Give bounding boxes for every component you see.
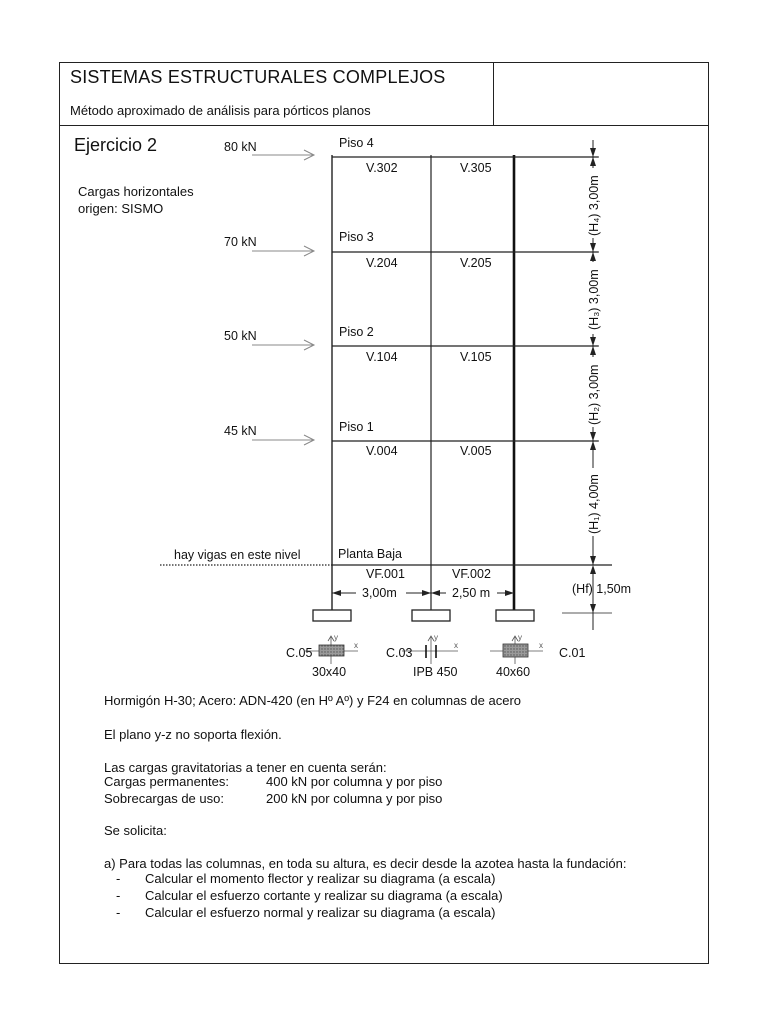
- beam-label-left-3: V.204: [366, 256, 398, 270]
- axis-x-c03: x: [454, 641, 458, 650]
- loads-note-line1: Cargas horizontales: [78, 184, 194, 199]
- beam-label-right-ground: VF.002: [452, 567, 491, 581]
- bullet-item: Calcular el momento flector y realizar su diagrama (a escala): [145, 871, 496, 886]
- load-label-3: 70 kN: [224, 235, 257, 249]
- floor-label-2: Piso 2: [339, 325, 374, 339]
- axis-y-c05: y: [334, 633, 338, 642]
- floor-label-3: Piso 3: [339, 230, 374, 244]
- floor-label-ground: Planta Baja: [338, 547, 402, 561]
- beam-label-right-4: V.305: [460, 161, 492, 175]
- bullet-mark: -: [116, 888, 121, 903]
- height-label-h4: (H₄) 3,00m: [587, 175, 601, 236]
- beam-note: hay vigas en este nivel: [174, 548, 301, 562]
- bullet-item: Calcular el esfuerzo normal y realizar su diagrama (a escala): [145, 905, 496, 920]
- bullet-mark: -: [116, 905, 121, 920]
- document-subtitle: Método aproximado de análisis para pórticos planos: [70, 103, 371, 118]
- hf-label: (Hf) 1,50m: [572, 582, 632, 596]
- column-section-c01: 40x60: [496, 665, 531, 679]
- section-c01: [503, 644, 528, 657]
- beam-label-right-2: V.105: [460, 350, 492, 364]
- span-label-left: 3,00m: [362, 586, 397, 600]
- beam-label-left-2: V.104: [366, 350, 398, 364]
- floor-label-4: Piso 4: [339, 136, 374, 150]
- height-label-h3: (H₃) 3,00m: [587, 269, 601, 330]
- height-label-h1: (H₁) 4,00m: [587, 474, 601, 534]
- materials-text: Hormigón H-30; Acero: ADN-420 (en Hº Aº) y F24 en columnas de acero: [104, 693, 522, 708]
- load-label-1: 45 kN: [224, 424, 257, 438]
- axis-y-c03: y: [434, 633, 438, 642]
- height-label-h2: (H₂) 3,00m: [587, 364, 601, 425]
- floor-label-1: Piso 1: [339, 420, 374, 434]
- bullet-item: Calcular el esfuerzo cortante y realizar su diagrama (a escala): [145, 888, 503, 903]
- column-id-c03: C.03: [386, 646, 413, 660]
- span-label-right: 2,50 m: [452, 586, 491, 600]
- beam-label-left-1: V.004: [366, 444, 398, 458]
- column-id-c01: C.01: [559, 646, 586, 660]
- exercise-title: Ejercicio 2: [74, 135, 158, 155]
- axis-y-c01: y: [518, 633, 522, 642]
- plane-note: El plano y-z no soporta flexión.: [104, 727, 282, 742]
- footing-right: [496, 610, 534, 621]
- gravity-value-permanent: 400 kN por columna y por piso: [266, 774, 443, 789]
- loads-note-line2: origen: SISMO: [78, 201, 164, 216]
- bullet-mark: -: [116, 871, 121, 886]
- gravity-label-permanent: Cargas permanentes:: [104, 774, 230, 789]
- column-section-c03: IPB 450: [413, 665, 458, 679]
- axis-x-c01: x: [539, 641, 543, 650]
- beam-label-left-4: V.302: [366, 161, 398, 175]
- beam-label-right-3: V.205: [460, 256, 492, 270]
- gravity-label-live: Sobrecargas de uso:: [104, 791, 224, 806]
- load-label-4: 80 kN: [224, 140, 257, 154]
- footing-middle: [412, 610, 450, 621]
- gravity-intro: Las cargas gravitatorias a tener en cuenta serán:: [104, 760, 387, 775]
- request-heading: Se solicita:: [104, 823, 167, 838]
- column-section-c05: 30x40: [312, 665, 347, 679]
- document-title: SISTEMAS ESTRUCTURALES COMPLEJOS: [70, 67, 446, 87]
- beam-label-right-1: V.005: [460, 444, 492, 458]
- load-label-2: 50 kN: [224, 329, 257, 343]
- beam-label-left-ground: VF.001: [366, 567, 405, 581]
- gravity-value-live: 200 kN por columna y por piso: [266, 791, 443, 806]
- axis-x-c05: x: [354, 641, 358, 650]
- task-a: a) Para todas las columnas, en toda su altura, es decir desde la azotea hasta la fundación:: [104, 856, 627, 871]
- footing-left: [313, 610, 351, 621]
- section-c05: [319, 645, 344, 656]
- column-id-c05: C.05: [286, 646, 313, 660]
